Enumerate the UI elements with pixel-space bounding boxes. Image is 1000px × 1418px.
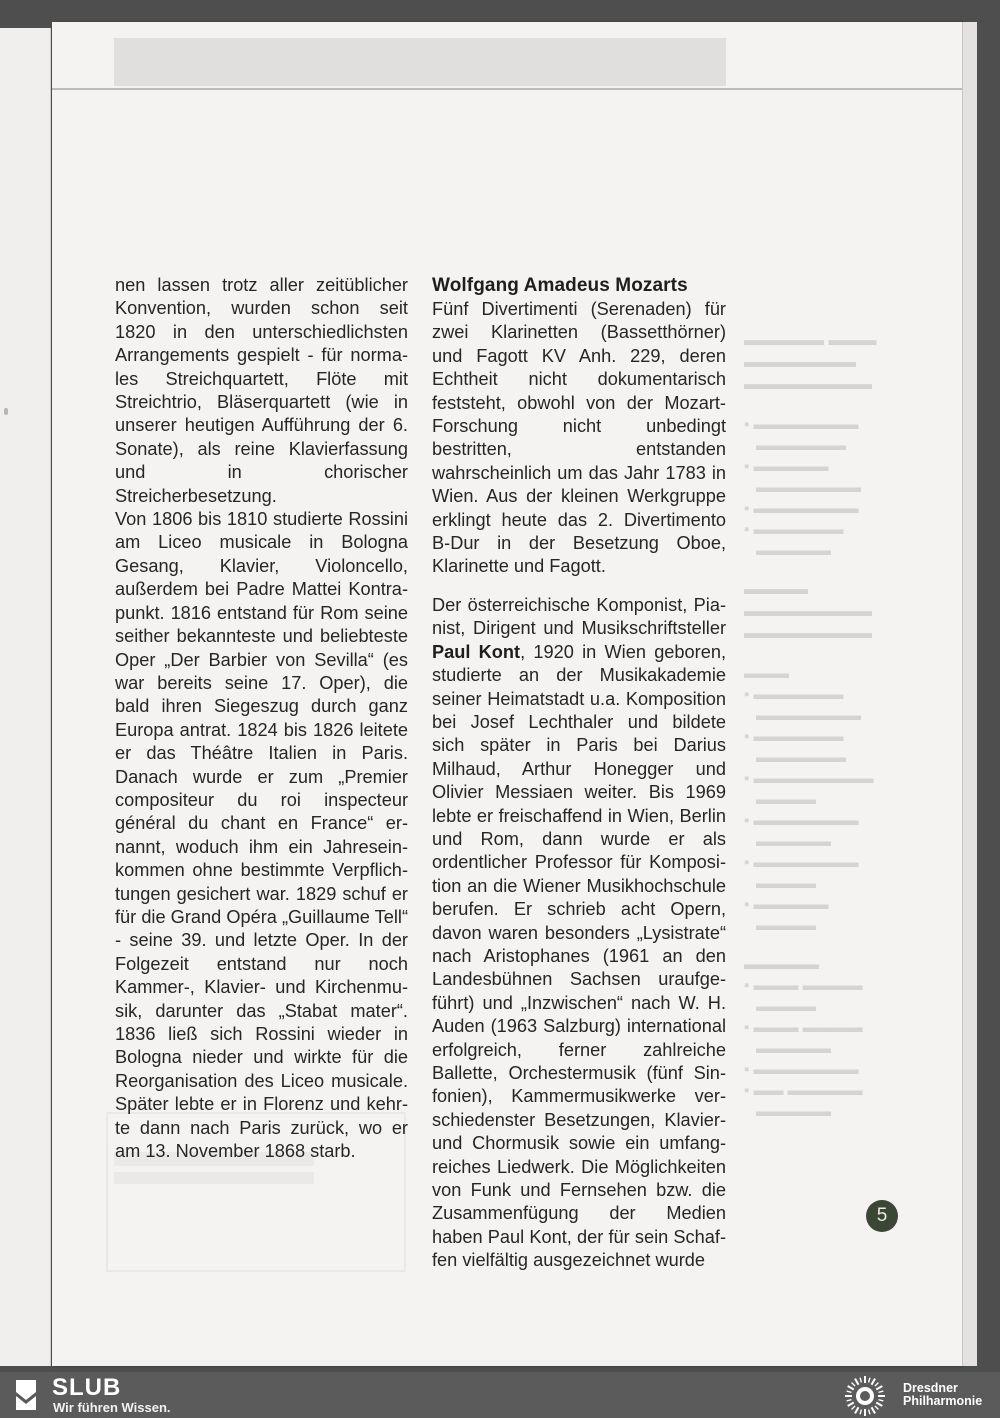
left-paragraph-2: Von 1806 bis 1810 studierte Rossini am Liceo musicale in Bologna Gesang, Klavier, Violoncello, außerdem bei Padre Mattei Kontrapunkt. 1816 entstand für Rom seine seither bekannteste und beliebteste Oper „Der Barbier von Sevilla“ (es war bereits seine 17. Oper), die bald ihren Siegeszug durch ganz Europa antrat. 1824 bis 1826 leitete er das Théâtre Italien in Paris. Danach wurde er zum „Premier compositeur du roi inspecteur général du chant en France“ ernannt, woduch ihm ein Jahreseinkommen ohne bestimmte Verpflichtungen gesichert war. 1829 schuf er für die Grand Opéra „Guillaume Tell“ - seine 39. und letzte Oper. In der Folgezeit entstand nur noch Kammer-, Klavier- und Kirchenmusik, darunter das „Stabat mater“. 1836 ließ sich Rossini wieder in Bologna nieder und wirkte für die Reorganisation des Liceo musicale. Später lebte er in Florenz und kehrte dann nach Paris zurück, wo er am 13. November 1868 starb.: [115, 509, 408, 1162]
kont-intro-text: Der österreichische Komponist, Pianist, Dirigent und Musikschriftsteller: [432, 594, 726, 639]
composer-name: Paul Kont: [432, 641, 521, 662]
kont-paragraph: [432, 594, 726, 1273]
left-paragraph-1: nen lassen trotz aller zeitüblicher Konvention, wurden schon seit 1820 in den unterschiedlichsten Arrangements gespielt - für normales Streichquartett, Flöte mit Streichtrio, Bläserquartett (wie in unserer heutigen Aufführung der 6. Sonate), als reine Klavierfassung und in chorischer Streicherbesetzung.: [115, 275, 408, 506]
header-show-through: [114, 38, 726, 86]
page-edge-right: [962, 22, 977, 1366]
footer-bar: [0, 1372, 1000, 1418]
left-text-column: [115, 274, 408, 1163]
header-rule: [52, 88, 964, 90]
philharmonie-line-1: Dresdner: [903, 1381, 958, 1395]
slub-logo-icon: [14, 1378, 38, 1412]
philharmonie-name: [903, 1382, 982, 1408]
previous-page-edge: [0, 28, 51, 1366]
philharmonie-logo-icon: [843, 1374, 887, 1418]
mozart-heading: Wolfgang Amadeus Mozarts: [432, 275, 688, 296]
slub-claim: Wir führen Wissen.: [53, 1400, 171, 1415]
kont-body-text: , 1920 in Wien geboren, studierte an der Musikakademie seiner Heimatstadt u.a. Komposition bei Josef Lechthaler und bildete sich später in Paris bei Darius Milhaud, Arthur Honegger und Olivier Messiaen weiter. Bis 1969 lebte er freischaffend in Wien, Berlin und Rom, dann wurde er als ordentlicher Professor für Komposition an die Wiener Musikhochschule berufen. Er schrieb acht Opern, davon waren besonders „Lysistrate“ nach Aristophanes (1961 an den Landesbühnen Sachsen uraufgeführt) und „Inzwischen“ nach W. H. Auden (1963 Salzburg) international erfolgreich, ferner zahlreiche Ballette, Orchestermusik (fünf Sinfonien), Kammermusikwerke verschiedenster Besetzungen, Klavier- und Chormusik sowie ein umfangreiches Liedwerk. Die Möglichkeiten von Funk und Fernsehen bzw. die Zusammenfügung der Medien haben Paul Kont, der für sein Schaffen vielfältig ausgezeichnet wurde: [432, 641, 726, 1271]
right-text-column: [432, 274, 726, 1273]
show-through-sidebar: ▬▬▬▬▬ ▬▬▬ ▬▬▬▬▬▬▬ ▬▬▬▬▬▬▬▬ ▪ ▬▬▬▬▬▬▬ ▬▬▬▬▬▬ ▪ ▬▬▬▬▬ ▬▬▬▬▬▬▬ ▪ ▬▬▬▬▬▬▬ ▪ ▬▬▬▬▬▬ ▬▬▬▬▬ ▬▬▬▬ ▬▬▬▬▬▬▬▬ ▬▬▬▬▬▬▬▬ ▬▬▬ ▪ ▬▬▬▬▬▬ ▬▬▬▬▬▬▬ ▪ ▬▬▬▬▬▬ ▬▬▬▬▬▬ ▪ ▬▬▬▬▬▬▬▬ ▬▬▬▬ ▪ ▬▬▬▬▬▬▬ ▬▬▬▬▬ ▪ ▬▬▬▬▬▬▬ ▬▬▬▬ ▪ ▬▬▬▬▬ ▬▬▬▬ ▬▬▬▬▬ ▪ ▬▬▬ ▬▬▬▬ ▬▬▬▬ ▪ ▬▬▬ ▬▬▬▬ ▬▬▬▬▬ ▪ ▬▬▬▬▬▬▬ ▪ ▬▬ ▬▬▬▬▬ ▬▬▬▬▬: [744, 332, 877, 1120]
philharmonie-line-2: Philharmonie: [903, 1394, 983, 1408]
page-number-badge: 5: [866, 1200, 898, 1232]
slub-name: SLUB: [52, 1374, 122, 1401]
mozart-paragraph: Fünf Divertimenti (Serenaden) für zwei Klarinetten (Bassetthörner) und Fagott KV Anh. 229, deren Echtheit nicht dokumentarisch feststeht, obwohl von der Mozart-Forschung nicht unbedingt bestritten, entstanden wahrscheinlich um das Jahr 1783 in Wien. Aus der kleinen Werkgruppe erklingt heute das 2. Divertimento B-Dur in der Besetzung Oboe, Klarinette und Fagott.: [432, 299, 726, 577]
